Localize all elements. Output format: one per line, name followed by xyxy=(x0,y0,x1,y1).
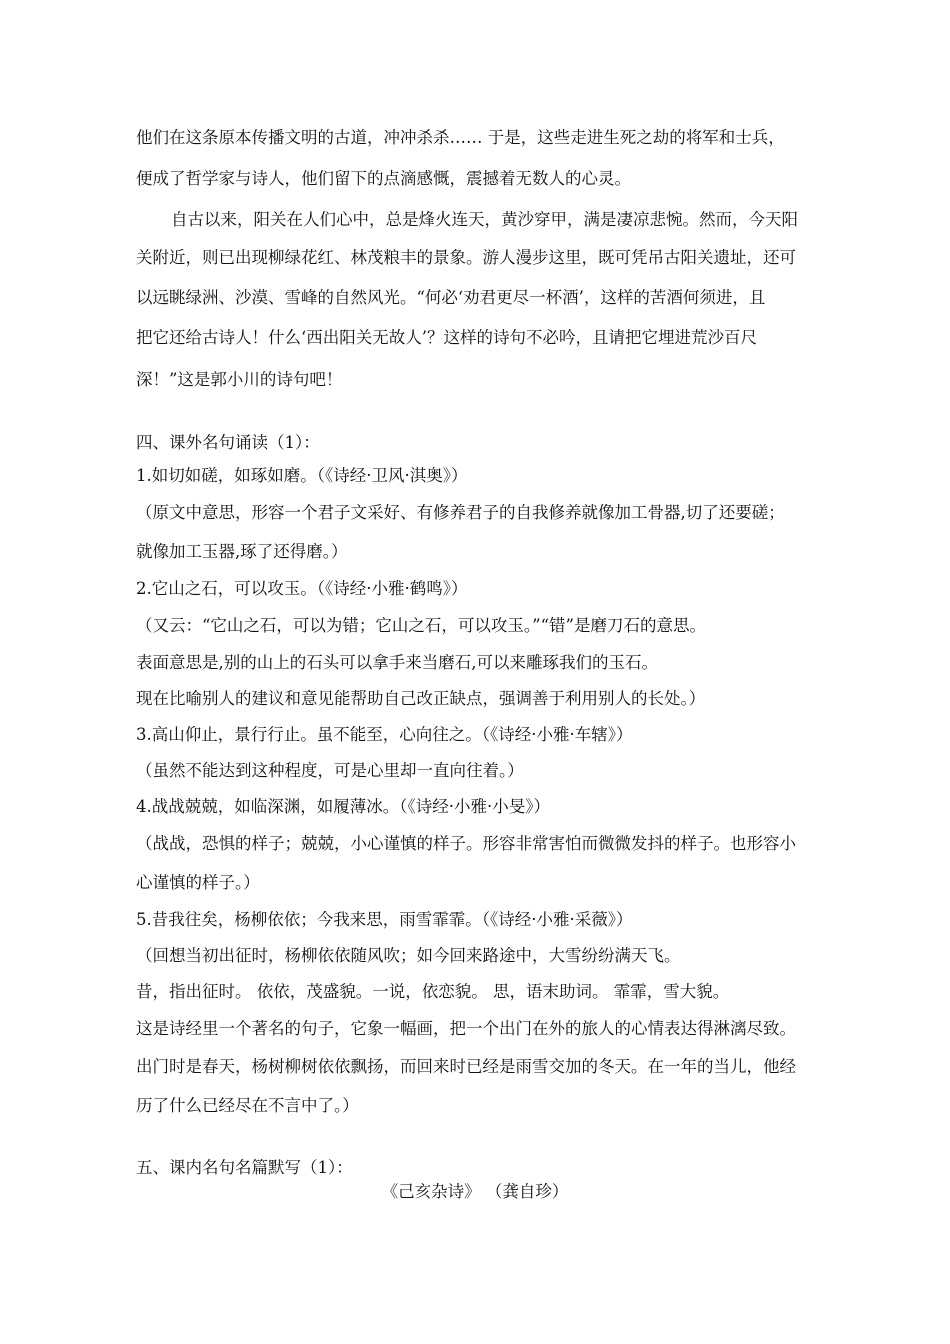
explanation-line: （原文中意思，形容一个君子文采好、有修养君子的自我修养就像加工骨器,切了还要磋； xyxy=(136,503,785,522)
section-heading: 四、课外名句诵读（1）： xyxy=(136,433,320,452)
explanation-line: 心谨慎的样子。） xyxy=(136,873,260,892)
poem-title: 《己亥杂诗》 （龚自珍） xyxy=(381,1182,569,1201)
body-text-line: 自古以来，阳关在人们心中，总是烽火连天，黄沙穿甲，满是凄凉悲惋。然而，今天阳 xyxy=(171,210,798,229)
body-text-line: 便成了哲学家与诗人，他们留下的点滴感慨，震撼着无数人的心灵。 xyxy=(136,169,631,188)
explanation-line: （战战，恐惧的样子；兢兢，小心谨慎的样子。形容非常害怕而微微发抖的样子。也形容小 xyxy=(136,834,796,853)
body-text-line: 把它还给古诗人！什么‘西出阳关无故人’？这样的诗句不必吟，且请把它埋进荒沙百尺 xyxy=(136,328,757,347)
explanation-line: 现在比喻别人的建议和意见能帮助自己改正缺点，强调善于利用别人的长处。） xyxy=(136,689,706,708)
explanation-line: 就像加工玉器,琢了还得磨。） xyxy=(136,542,348,561)
body-text-line: 他们在这条原本传播文明的古道，冲冲杀杀…… 于是，这些走进生死之劫的将军和士兵， xyxy=(136,128,785,147)
quote-line: 3.高山仰止，景行行止。虽不能至，心向往之。（《诗经·小雅·车辖》） xyxy=(136,725,633,744)
explanation-line: 昔，指出征时。 依依，茂盛貌。一说，依恋貌。 思，语末助词。 霏霏，雪大貌。 xyxy=(136,982,730,1001)
explanation-line: （又云：“它山之石，可以为错；它山之石，可以攻玉。”“错”是磨刀石的意思。 xyxy=(136,616,706,635)
quote-line: 5.昔我往矣，杨柳依依；今我来思，雨雪霏霏。（《诗经·小雅·采薇》） xyxy=(136,910,633,929)
quote-line: 2.它山之石，可以攻玉。（《诗经·小雅·鹤鸣》） xyxy=(136,579,468,598)
explanation-line: 表面意思是,别的山上的石头可以拿手来当磨石,可以来雕琢我们的玉石。 xyxy=(136,653,658,672)
section-heading: 五、课内名句名篇默写（1）： xyxy=(136,1158,353,1177)
body-text-line: 以远眺绿洲、沙漠、雪峰的自然风光。“何必‘劝君更尽一杯酒’，这样的苦酒何须进，且 xyxy=(136,288,766,307)
body-text-line: 深！”这是郭小川的诗句吧！ xyxy=(136,370,343,389)
quote-line: 4.战战兢兢，如临深渊，如履薄冰。（《诗经·小雅·小旻》） xyxy=(136,797,550,816)
explanation-line: （虽然不能达到这种程度，可是心里却一直向往着。） xyxy=(136,761,524,780)
explanation-line: 历了什么已经尽在不言中了。） xyxy=(136,1096,359,1115)
explanation-line: 这是诗经里一个著名的句子，它象一幅画，把一个出门在外的旅人的心情表达得淋漓尽致。 xyxy=(136,1019,796,1038)
explanation-line: 出门时是春天，杨树柳树依依飘扬，而回来时已经是雨雪交加的冬天。在一年的当儿，他经 xyxy=(136,1057,796,1076)
explanation-line: （回想当初出征时，杨柳依依随风吹；如今回来路途中，大雪纷纷满天飞。 xyxy=(136,946,681,965)
body-text-line: 关附近，则已出现柳绿花红、林茂粮丰的景象。游人漫步这里，既可凭吊古阳关遗址，还可 xyxy=(136,248,796,267)
quote-line: 1.如切如磋，如琢如磨。（《诗经·卫风·淇奥》） xyxy=(136,466,468,485)
